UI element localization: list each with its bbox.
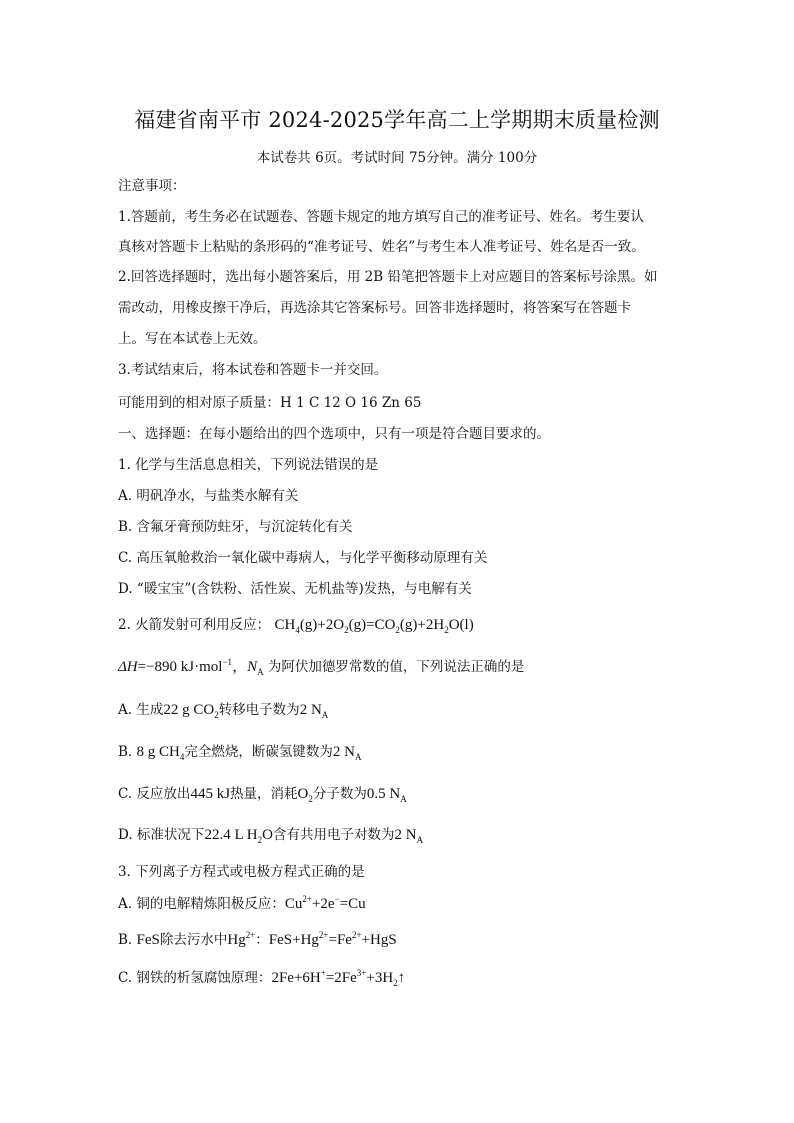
q3-option-c-text: C. 钢铁的析氢腐蚀原理： <box>118 970 272 986</box>
question-1-option-b: B. 含氟牙膏预防蛀牙，与沉淀转化有关 <box>118 519 353 535</box>
option-b-text-2: 完全燃烧，断碳氢键数为 <box>184 744 333 760</box>
question-2-option-c <box>118 784 407 804</box>
note-1-line-2: 真核对答题卡上粘贴的条形码的“准考证号、姓名”与考生本人准考证号、姓名是否一致。 <box>118 239 645 255</box>
option-c-text-3: 分子数为 <box>312 786 367 802</box>
note-2-line-3: 上。写在本试卷上无效。 <box>118 331 267 347</box>
option-b-text: B. <box>118 744 137 760</box>
page-title: 福建省南平市 2024-2025学年高二上学期期末质量检测 <box>134 108 660 132</box>
q3-option-b-ion: $Hg^{2+}$ <box>227 930 256 948</box>
question-1-option-d: D. “暖宝宝”(含铁粉、活性炭、无机盐等)发热，与电解有关 <box>118 581 472 597</box>
question-3-option-a <box>118 894 366 914</box>
note-1-line-1: 1.答题前，考生务必在试题卷、答题卡规定的地方填写自己的准考证号、姓名。考生要认 <box>118 209 644 225</box>
question-2-stem-line-2 <box>118 657 524 677</box>
question-1-option-a: A. 明矾净水，与盐类水解有关 <box>118 488 299 504</box>
q3-option-b-text: B. <box>118 932 137 948</box>
question-2-option-b <box>118 742 361 762</box>
question-3-option-b <box>118 930 397 950</box>
option-c-text-2: 热量，消耗 <box>230 786 298 802</box>
notes-heading: 注意事项： <box>118 178 186 194</box>
note-3: 3.考试结束后，将本试卷和答题卡一并交回。 <box>118 362 388 378</box>
reaction-equation: $CH_4(g)+2O_2(g)=CO_2(g)+2H_2O(l)$ <box>274 617 474 635</box>
option-a-value: 2 $N_A$ <box>299 702 329 720</box>
q3-option-a-equation: $Cu^{2+}+2e^-=Cu$ <box>284 894 366 912</box>
question-2-stem <box>118 615 474 635</box>
q3-option-b-text-2: 除去污水中 <box>159 932 228 948</box>
option-a-formula: 22 g $CO_2$ <box>163 702 219 720</box>
q3-option-a-text: A. 铜的电解精炼阳极反应： <box>118 896 285 912</box>
q3-option-b-colon: ： <box>255 932 269 948</box>
enthalpy-value: ΔH=−890 kJ·mol$^{-1}$，$N_A$ <box>118 657 264 677</box>
question-3-stem: 3. 下列离子方程式或电极方程式正确的是 <box>118 864 365 880</box>
option-c-heat: 445 kJ <box>190 786 231 802</box>
option-c-text: C. 反应放出 <box>118 786 191 802</box>
option-d-text: D. 标准状况下 <box>118 827 205 843</box>
option-d-text-2: 含有共用电子对数为 <box>272 827 395 843</box>
option-c-value: 0.5 $N_A$ <box>366 786 407 804</box>
option-b-value: 2 $N_A$ <box>332 744 362 762</box>
question-2-stem-text: 2. 火箭发射可利用反应： <box>118 617 271 633</box>
note-2-line-2: 需改动，用橡皮擦干净后，再选涂其它答案标号。回答非选择题时，将答案写在答题卡 <box>118 300 631 316</box>
q3-option-b-formula: FeS <box>136 932 160 948</box>
option-a-text: A. 生成 <box>118 702 164 718</box>
question-1-stem: 1. 化学与生活息息相关，下列说法错误的是 <box>118 457 379 473</box>
q3-option-c-equation: $2Fe+6H^+=2Fe^{3+}+3H_2↑$ <box>271 968 406 988</box>
section-heading: 一、选择题：在每小题给出的四个选项中，只有一项是符合题目要求的。 <box>118 426 550 442</box>
question-1-option-c: C. 高压氧舱救治一氧化碳中毒病人，与化学平衡移动原理有关 <box>118 550 488 566</box>
exam-info: 本试卷共 6页。考试时间 75分钟。满分 100分 <box>256 150 538 166</box>
q3-option-b-equation: $FeS+Hg^{2+}=Fe^{2+}+HgS$ <box>268 930 397 948</box>
option-a-text-2: 转移电子数为 <box>218 702 300 718</box>
question-3-option-c <box>118 968 405 988</box>
note-2-line-1: 2.回答选择题时，选出每小题答案后，用 2B 铅笔把答题卡上对应题目的答案标号涂黑。如 <box>118 269 658 285</box>
option-d-value: 2 $N_A$ <box>394 827 424 845</box>
atomic-mass-line: 可能用到的相对原子质量：H 1 C 12 O 16 Zn 65 <box>118 395 422 411</box>
option-c-formula: $O_2$ <box>297 786 313 804</box>
option-d-formula: 22.4 L $H_2O$ <box>204 827 273 845</box>
question-2-stem-suffix: 为阿伏加德罗常数的值，下列说法正确的是 <box>267 659 525 675</box>
question-2-option-d <box>118 825 423 845</box>
question-2-option-a <box>118 700 328 720</box>
option-b-formula: 8 g $CH_4$ <box>136 744 185 762</box>
